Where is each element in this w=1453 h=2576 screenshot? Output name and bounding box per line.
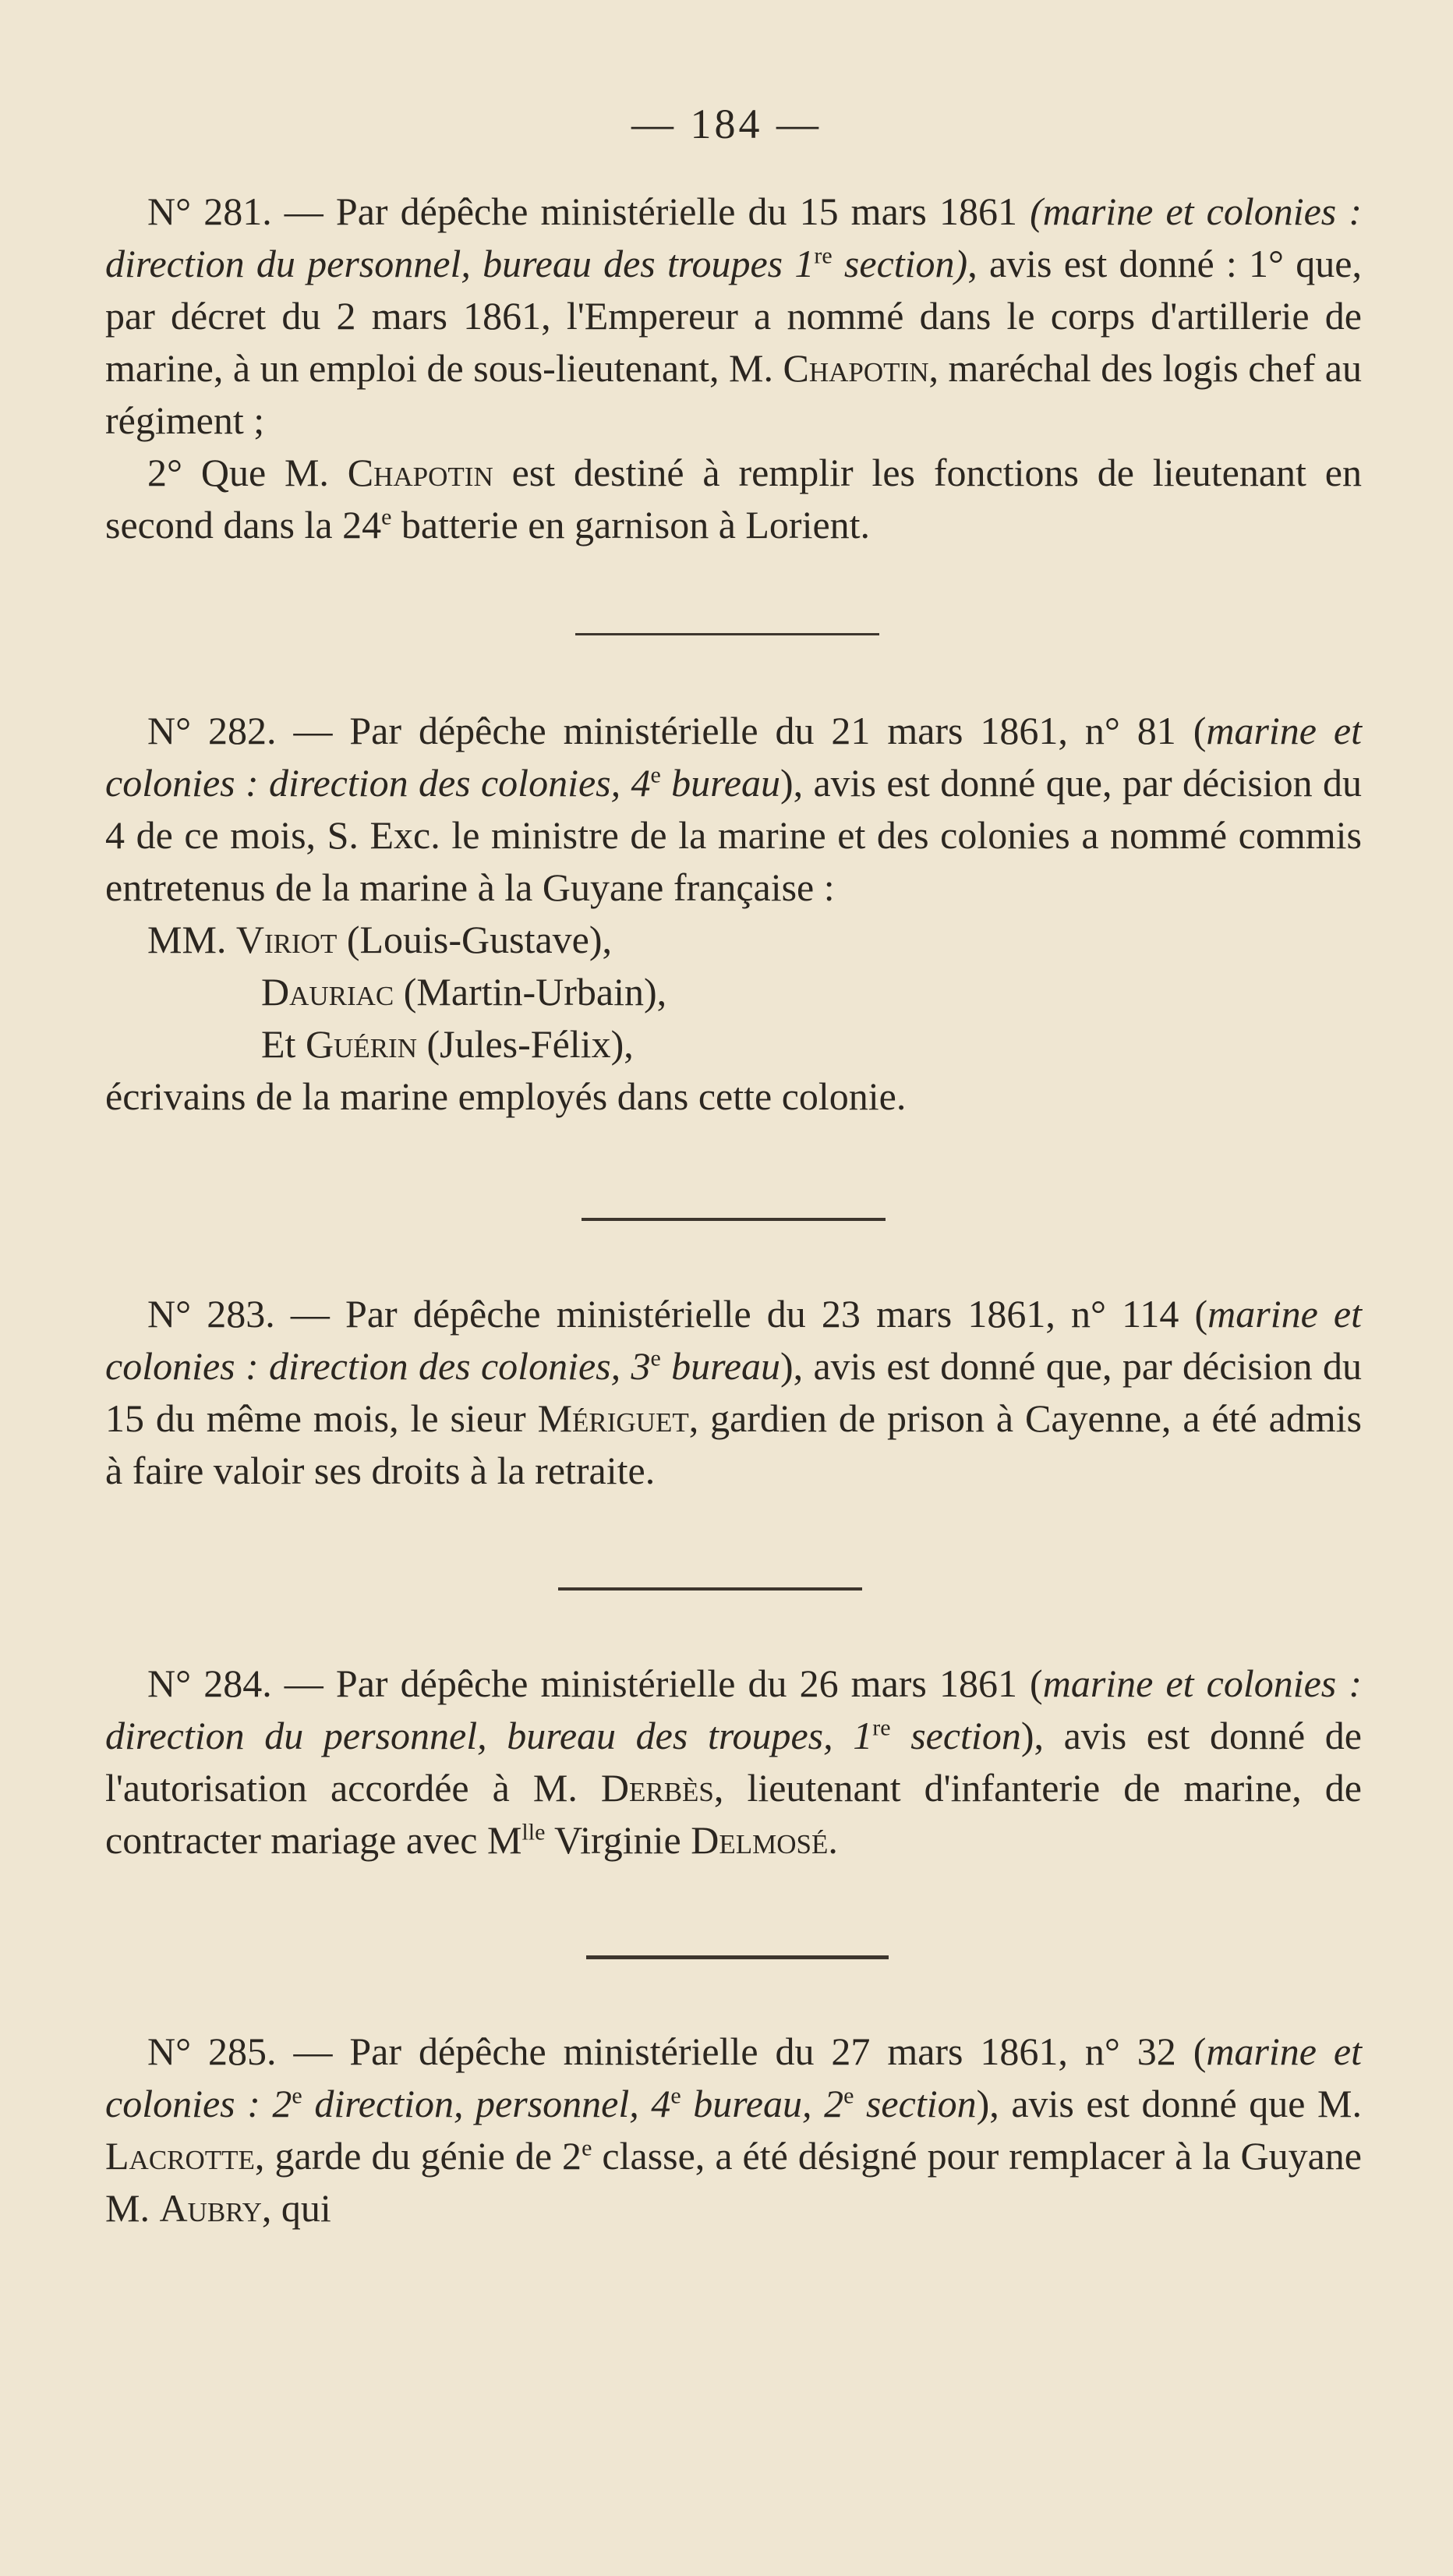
entry-number: N° 285. (147, 2029, 277, 2073)
entry-number: N° 284. (147, 1661, 272, 1705)
entry-number: N° 281. (147, 189, 272, 233)
entry-281 (105, 186, 1362, 551)
appointee-line: Dauriac (Martin-Urbain), (261, 970, 667, 1014)
page-number: — 184 — (631, 101, 822, 147)
person-name: Dauriac (261, 970, 394, 1014)
appointee-line: MM. Viriot (Louis-Gustave), (147, 918, 613, 961)
person-name: Guérin (305, 1022, 417, 1066)
person-name: Chapotin (347, 451, 493, 494)
section-divider (558, 1587, 862, 1591)
entry-285-paragraph: N° 285. — Par dépêche ministérielle du 27 mars 1861, n° 32 (marine et colonies : 2e direction, personnel, 4e bureau, 2e section), avis est donné que M. Lacrotte, garde du génie de 2e classe, a été désigné pour remplacer à la Guyane M. Aubry, qui (105, 2029, 1363, 2230)
entry-283 (105, 1288, 1362, 1497)
section-divider (586, 1955, 889, 1959)
entry-282 (105, 705, 1362, 1123)
entry-284-paragraph: N° 284. — Par dépêche ministérielle du 26 mars 1861 (marine et colonies : direction du personnel, bureau des troupes, 1re section), avis est donné de l'autorisation accordée à M. Derbès, lieutenant d'infanterie de marine, de contracter mariage avec $M^{lle}$ Virginie Delmosé. (105, 1661, 1363, 1862)
person-name: Mériguet (537, 1396, 689, 1440)
person-name: Viriot (235, 918, 338, 961)
entry-281-paragraph-2: 2° Que M. Chapotin est destiné à remplir les fonctions de lieutenant en second dans la 24e batterie en garnison à Lorient. (105, 451, 1362, 547)
section-divider (575, 633, 879, 635)
section-divider (582, 1218, 886, 1221)
entry-283-paragraph: N° 283. — Par dépêche ministérielle du 23 mars 1861, n° 114 (marine et colonies : direction des colonies, 3e bureau), avis est donné que, par décision du 15 du même mois, le sieur Mériguet, gardien de prison à Cayenne, a été admis à faire valoir ses droits à la retraite. (105, 1292, 1363, 1492)
person-name: Chapotin (783, 346, 929, 390)
entry-284 (105, 1658, 1362, 1867)
person-name: Delmosé (691, 1818, 829, 1862)
person-name: Aubry (159, 2186, 262, 2230)
entry-number: N° 283. (147, 1292, 275, 1336)
entry-281-paragraph-1: N° 281. — Par dépêche ministérielle du 15 mars 1861 (marine et colonies : direction du personnel, bureau des troupes 1re section), avis est donné : 1° que, par décret du 2 mars 1861, l'Empereur a nommé dans le corps d'artillerie de marine, à un emploi de sous-lieutenant, M. Chapotin, maréchal des logis chef au régiment ; (105, 189, 1362, 442)
entry-282-paragraph: N° 282. — Par dépêche ministérielle du 21 mars 1861, n° 81 (marine et colonies : direction des colonies, 4e bureau), avis est donné que, par décision du 4 de ce mois, S. Exc. le ministre de la marine et des colonies a nommé commis entretenus de la marine à la Guyane française : (105, 709, 1363, 909)
entry-282-closing: écrivains de la marine employés dans cette colonie. (105, 1074, 907, 1118)
person-name: Derbès (600, 1766, 714, 1810)
entry-number: N° 282. (147, 709, 277, 752)
person-name: Lacrotte (105, 2134, 255, 2178)
appointee-line: Et Guérin (Jules-Félix), (261, 1022, 634, 1066)
entry-285 (105, 2026, 1362, 2235)
